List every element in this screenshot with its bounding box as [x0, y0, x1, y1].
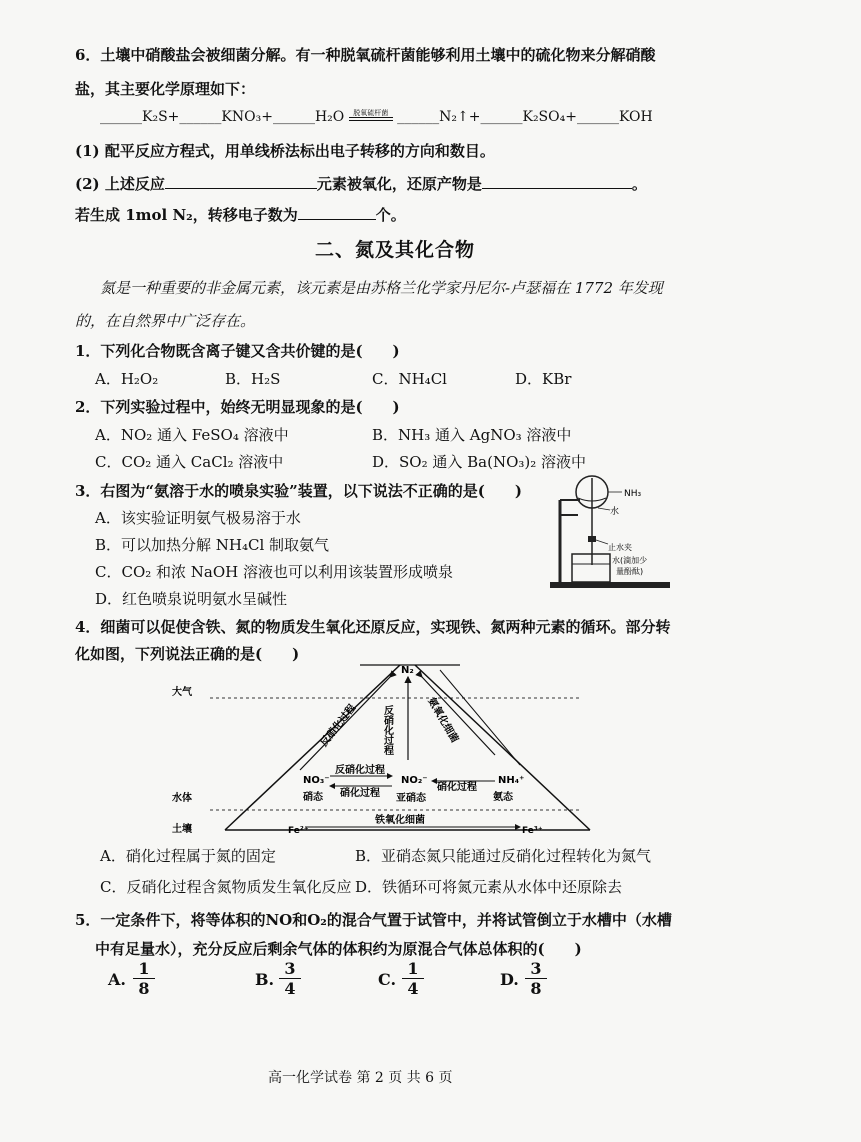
blank[interactable]: ______ [179, 109, 222, 125]
label-n2: N₂ [401, 665, 414, 676]
q4-stem-line2: 化如图，下列说法正确的是( ) [75, 645, 300, 663]
q3-emphasis: 不正确 [402, 482, 448, 500]
label-soil: 土壤 [172, 824, 192, 835]
sub2-text-a: (2) 上述反应 [75, 175, 165, 193]
q3-option-a[interactable]: A．该实验证明氨气极易溶于水 [95, 509, 301, 527]
q1-option-c[interactable]: C．NH₄Cl [372, 370, 447, 388]
beaker [572, 554, 610, 582]
kno3-term: KNO₃+ [221, 109, 273, 125]
q3-stem [75, 481, 522, 501]
blank[interactable]: ______ [576, 109, 619, 125]
q1-option-d[interactable]: D．KBr [515, 370, 572, 388]
q2-option-b[interactable]: B．NH₃ 通入 AgNO₃ 溶液中 [372, 426, 572, 444]
q2-option-c[interactable]: C．CO₂ 通入 CaCl₂ 溶液中 [95, 453, 284, 471]
q2-option-a[interactable]: A．NO₂ 通入 FeSO₄ 溶液中 [95, 426, 289, 444]
label-no3: NO₃⁻ [303, 775, 330, 786]
q1-option-a[interactable]: A．H₂O₂ [95, 370, 159, 388]
label-nh4: NH₄⁺ [498, 775, 525, 786]
base-plate [550, 582, 670, 588]
k2so4-term: K₂SO₄+ [522, 109, 577, 125]
q2-stem: 2．下列实验过程中，始终无明显现象的是( ) [75, 398, 400, 416]
label-denitrification-v: 反硝化过程 [381, 705, 393, 755]
label-nitrate-state: 硝态 [303, 792, 323, 803]
label-denitrification-h: 反硝化过程 [335, 765, 385, 776]
answer-blank[interactable] [298, 204, 376, 220]
q5-option-d-fraction [525, 960, 547, 999]
outer-left-edge [225, 665, 400, 830]
sub3-text-b: 个。 [375, 206, 406, 224]
label-line-clamp [596, 540, 608, 544]
label-water: 水 [610, 507, 620, 517]
q4-option-b[interactable]: B．亚硝态氮只能通过反硝化过程转化为氮气 [355, 847, 652, 865]
label-atmosphere: 大气 [172, 687, 192, 698]
water-stop-clamp [588, 536, 596, 542]
q5-option-b-fraction [279, 960, 301, 999]
right-inner-edge [440, 670, 520, 765]
h2o-term: H₂O [314, 109, 345, 125]
q3-option-c[interactable]: C．CO₂ 和浓 NaOH 溶液也可以利用该装置形成喷泉 [95, 563, 454, 581]
sub3-text-a: 若生成 1mol N₂，转移电子数为 [75, 206, 298, 224]
numerator: 1 [402, 960, 424, 979]
q3-stem-c: 的是( ) [447, 482, 522, 500]
label-water-body: 水体 [172, 793, 192, 804]
intro-line1: 氮是一种重要的非金属元素，该元素是由苏格兰化学家丹尼尔-卢瑟福在 1772 年发现 [100, 279, 663, 297]
label-no2: NO₂⁻ [401, 775, 428, 786]
q1-stem: 1．下列化合物既含离子键又含共价键的是( ) [75, 342, 400, 360]
denominator: 8 [138, 979, 150, 998]
denominator: 8 [530, 979, 542, 998]
q6-sub3 [75, 204, 406, 225]
numerator: 3 [525, 960, 547, 979]
blank[interactable]: ______ [480, 109, 523, 125]
numerator: 3 [279, 960, 301, 979]
label-line-water [598, 508, 610, 510]
label-anammox: 氨氧化细菌 [425, 696, 460, 745]
label-fe3: Fe³⁺ [522, 826, 543, 836]
q5-line2: 中有足量水），充分反应后剩余气体的体积约为原混合气体总体积的( ) [95, 940, 582, 958]
label-nitrification-right: 硝化过程 [437, 782, 477, 793]
q4-option-d[interactable]: D．铁循环可将氮元素从水体中还原除去 [355, 878, 623, 896]
label-iron-bacteria: 铁氧化细菌 [375, 815, 425, 826]
outer-right-edge [415, 665, 590, 830]
sub2-text-b: 元素被氧化，还原产物是 [316, 175, 482, 193]
koh-term: KOH [618, 109, 653, 125]
label-phenol: 量酚酞) [616, 567, 644, 576]
label-nh3: NH₃ [624, 489, 642, 499]
n2-term: N₂↑+ [439, 109, 481, 125]
q5-option-a-fraction [133, 960, 155, 999]
q6-line2: 盐，其主要化学原理如下： [75, 80, 256, 98]
nitrogen-iron-cycle-diagram [160, 655, 620, 840]
q4-option-c[interactable]: C．反硝化过程含氮物质发生氧化反应 [100, 878, 352, 896]
label-nitrite-state: 亚硝态 [396, 793, 426, 804]
numerator: 1 [133, 960, 155, 979]
sub2-text-c: 。 [631, 175, 647, 193]
fountain-apparatus-figure [540, 470, 680, 594]
q5-option-c-fraction [402, 960, 424, 999]
blank[interactable]: ______ [100, 109, 142, 125]
label-clamp: 止水夹 [608, 543, 632, 552]
q3-option-d[interactable]: D．红色喷泉说明氨水呈碱性 [95, 590, 288, 608]
answer-blank[interactable] [482, 173, 632, 189]
q2-option-d[interactable]: D．SO₂ 通入 Ba(NO₃)₂ 溶液中 [372, 453, 587, 471]
label-water2: 水(滴加少 [612, 556, 648, 565]
q5-option-a-label[interactable]: A. [108, 970, 126, 989]
blank[interactable]: ______ [272, 109, 315, 125]
catalyst-label: 脱氧硫杆菌 [353, 109, 389, 117]
k2s-term: K₂S+ [142, 109, 180, 125]
q5-option-d-label[interactable]: D. [500, 970, 519, 989]
right-slope-arrow [422, 677, 495, 755]
q1-option-b[interactable]: B．H₂S [225, 370, 281, 388]
q5-option-b-label[interactable]: B. [255, 970, 275, 989]
blank[interactable]: ______ [397, 109, 440, 125]
q4-option-a[interactable]: A．硝化过程属于氮的固定 [100, 847, 276, 865]
q6-line1: 6．土壤中硝酸盐会被细菌分解。有一种脱氧硫杆菌能够利用土壤中的硫化物来分解硝酸 [75, 46, 656, 64]
q6-sub2 [75, 173, 647, 194]
label-nitrification-h: 硝化过程 [340, 788, 380, 799]
intro-line2: 的，在自然界中广泛存在。 [75, 312, 256, 330]
q6-sub1: (1) 配平反应方程式，用单线桥法标出电子转移的方向和数目。 [75, 142, 495, 160]
label-left-slope: 反硝化过程 [318, 702, 359, 749]
q5-option-c-label[interactable]: C. [378, 970, 397, 989]
q6-equation [100, 107, 653, 127]
section-title: 二、氮及其化合物 [315, 239, 476, 261]
label-ammonium-state: 氨态 [493, 792, 513, 803]
label-fe2: Fe²⁺ [288, 826, 309, 836]
answer-blank[interactable] [165, 173, 317, 189]
q3-option-b[interactable]: B．可以加热分解 NH₄Cl 制取氨气 [95, 536, 330, 554]
denominator: 4 [284, 979, 296, 998]
q4-stem-line1: 4．细菌可以促使含铁、氮的物质发生氧化还原反应，实现铁、氮两种元素的循环。部分转 [75, 618, 671, 636]
q3-stem-a: 3．右图为“氨溶于水的喷泉实验”装置，以下说法 [75, 482, 403, 500]
q5-line1: 5．一定条件下，将等体积的NO和O₂的混合气置于试管中，并将试管倒立于水槽中（水槽 [75, 911, 672, 929]
denominator: 4 [407, 979, 419, 998]
catalyst-arrow [349, 107, 393, 121]
page-footer: 高一化学试卷 第 2 页 共 6 页 [268, 1070, 453, 1086]
